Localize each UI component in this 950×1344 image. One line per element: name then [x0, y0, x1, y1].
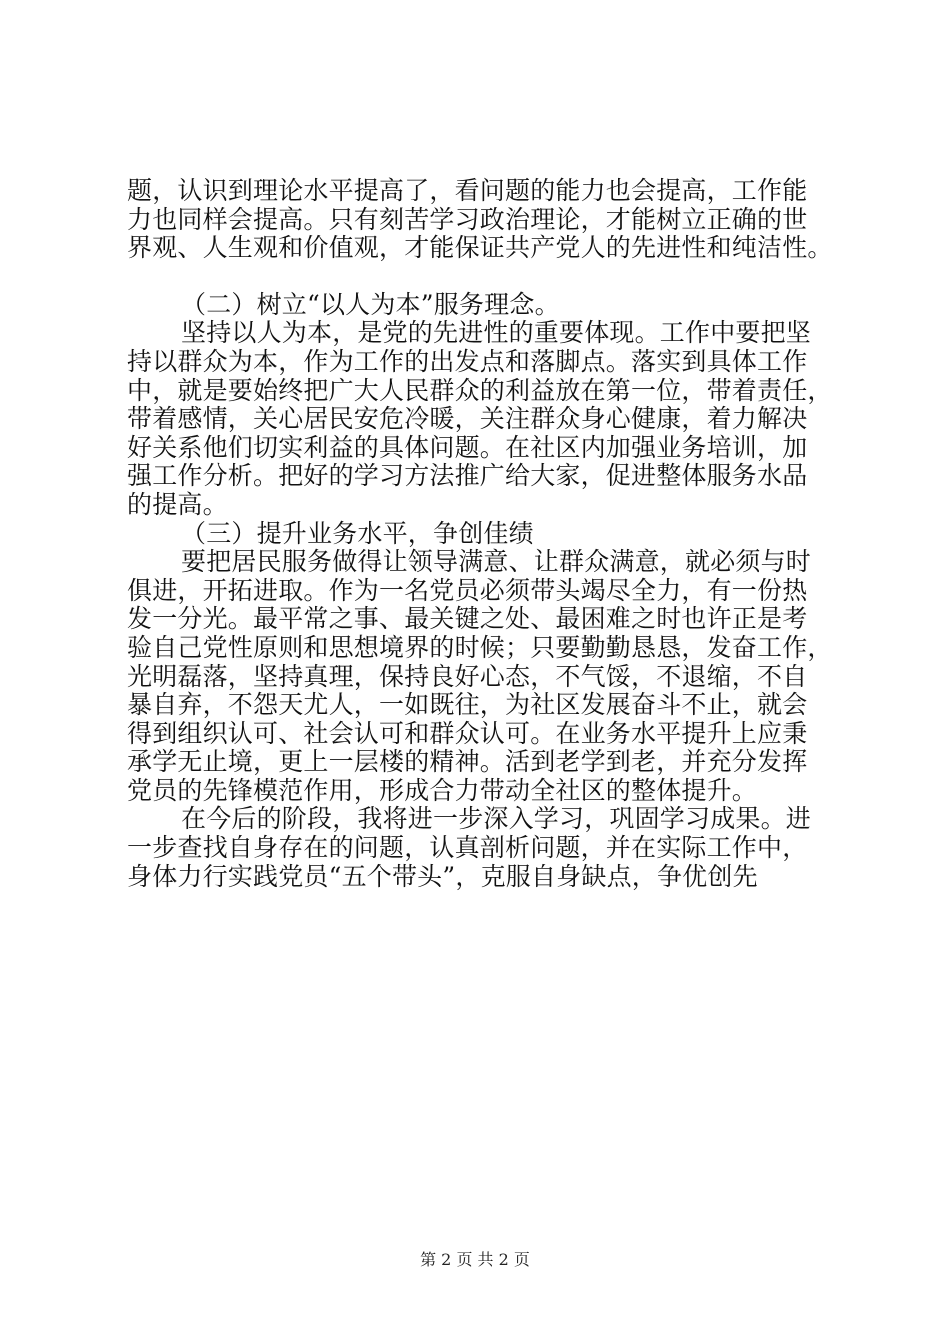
text-line: 得到组织认可、社会认可和群众认可。在业务水平提升上应秉	[127, 718, 808, 748]
text-line: 一步查找自身存在的问题，认真剖析问题，并在实际工作中，	[127, 833, 808, 863]
section-heading-3: （三）提升业务水平，争创佳绩	[181, 518, 534, 548]
text-line: 验自己党性原则和思想境界的时候；只要勤勤恳恳，发奋工作，	[127, 632, 833, 662]
text-line: 带着感情，关心居民安危冷暖，关注群众身心健康，着力解决	[127, 404, 808, 434]
page-footer	[0, 1247, 950, 1270]
section-heading-2: （二）树立“以人为本”服务理念。	[181, 289, 560, 319]
text-line: 承学无止境，更上一层楼的精神。活到老学到老，并充分发挥	[127, 747, 808, 777]
text-line: 俱进，开拓进取。作为一名党员必须带头竭尽全力，有一份热	[127, 575, 808, 605]
text-line: 中，就是要始终把广大人民群众的利益放在第一位，带着责任，	[127, 375, 833, 405]
page-number: 第 2 页 共 2 页	[420, 1250, 530, 1269]
text-line: 光明磊落，坚持真理，保持良好心态，不气馁，不退缩，不自	[127, 661, 808, 691]
text-line: 坚持以人为本，是党的先进性的重要体现。工作中要把坚	[181, 318, 812, 348]
text-line: 力也同样会提高。只有刻苦学习政治理论，才能树立正确的世	[127, 204, 808, 234]
text-line: 发一分光。最平常之事、最关键之处、最困难之时也许正是考	[127, 604, 808, 634]
text-line: 党员的先锋模范作用，形成合力带动全社区的整体提升。	[127, 775, 758, 805]
text-line: 的提高。	[127, 489, 228, 519]
text-line: 题，认识到理论水平提高了，看问题的能力也会提高，工作能	[127, 176, 808, 205]
text-line: 强工作分析。把好的学习方法推广给大家，促进整体服务水品	[127, 461, 808, 491]
text-line: 持以群众为本，作为工作的出发点和落脚点。落实到具体工作	[127, 346, 808, 376]
document-body	[127, 177, 847, 891]
text-line: 要把居民服务做得让领导满意、让群众满意，就必须与时	[181, 547, 812, 577]
text-line: 身体力行实践党员“五个带头”，克服自身缺点，争优创先	[127, 861, 758, 891]
text-line: 好关系他们切实利益的具体问题。在社区内加强业务培训，加	[127, 432, 808, 462]
text-line: 暴自弃，不怨天尤人，一如既往，为社区发展奋斗不止，就会	[127, 690, 808, 720]
text-line: 在今后的阶段，我将进一步深入学习，巩固学习成果。进	[181, 804, 812, 834]
text-line: 界观、人生观和价值观，才能保证共产党人的先进性和纯洁性。	[127, 233, 833, 263]
